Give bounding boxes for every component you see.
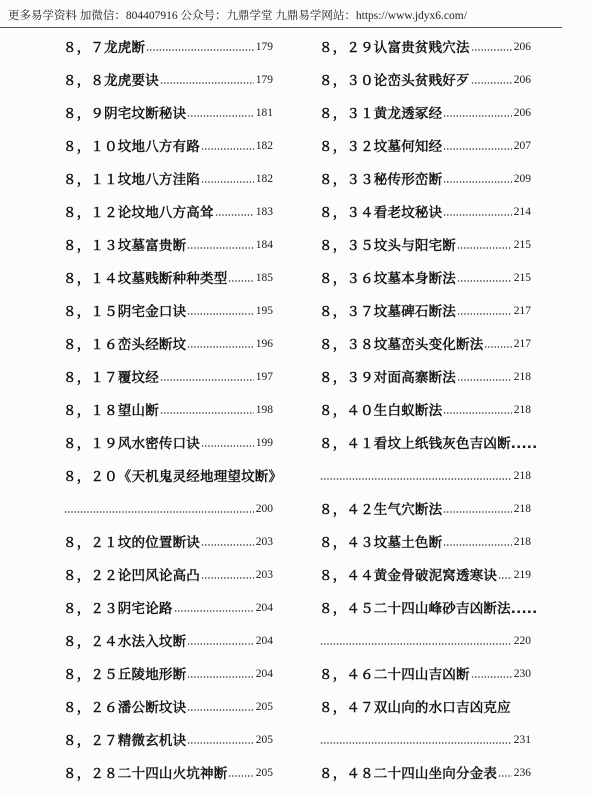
toc-entry-title: ８，４３坟墓土色断	[319, 534, 443, 551]
toc-entry-title: ８，９阴宅坟断秘诀	[63, 105, 187, 122]
toc-entry-continuation	[319, 623, 531, 656]
toc-column-left	[63, 29, 283, 788]
toc-entry	[319, 227, 531, 260]
toc-entry	[63, 689, 273, 722]
toc-entry-title: ８，１７覆坟经	[63, 369, 159, 386]
toc-entry-page-number: 204	[255, 634, 273, 647]
toc-entry-page-number: 209	[513, 172, 531, 185]
toc-entry-title: ８，４０生白蚁断法	[319, 402, 443, 419]
toc-entry-page-number: 217	[513, 337, 531, 350]
dot-leader	[187, 675, 253, 679]
toc-entry-page-number: 199	[255, 436, 273, 449]
toc-entry	[319, 392, 531, 425]
toc-entry-title: ８，２４水法入坟断	[63, 633, 187, 650]
toc-entry-title: ８，１３坟墓富贵断	[63, 237, 187, 254]
toc-entry-page-number: 203	[255, 535, 273, 548]
dot-leader	[187, 345, 253, 349]
toc-entry-page-number: 218	[513, 502, 531, 515]
toc-entry-title: ８，３６坟墓本身断法	[319, 270, 456, 287]
dot-leader	[443, 510, 511, 514]
toc-entry-page-number: 217	[513, 304, 531, 317]
toc-entry	[319, 689, 531, 722]
toc-entry	[63, 656, 273, 689]
toc-entry-page-number: 179	[255, 73, 273, 86]
toc-entry-page-number: 204	[255, 601, 273, 614]
toc-entry-page-number: 206	[513, 106, 531, 119]
toc-entry-title: ８，４５二十四山峰砂吉凶断法.....	[319, 600, 538, 617]
dot-leader	[484, 345, 511, 349]
toc-entry	[319, 29, 531, 62]
toc-entry-title: ８，７龙虎断	[63, 39, 146, 56]
toc-entry	[319, 590, 538, 623]
dot-leader	[457, 312, 512, 316]
dot-leader	[187, 114, 253, 118]
toc-entry	[319, 194, 531, 227]
toc-entry-title: ８，３３秘传形峦断	[319, 171, 443, 188]
dot-leader	[228, 279, 253, 283]
toc-entry	[319, 524, 531, 557]
dot-leader	[443, 114, 511, 118]
toc-entry-title: ８，１５阴宅金口诀	[63, 303, 187, 320]
dot-leader	[187, 708, 253, 712]
toc-entry-page-number: 196	[255, 337, 273, 350]
dot-leader	[320, 741, 512, 745]
toc-entry-title: ８，４４黄金骨破泥窝透寒诀	[319, 567, 498, 584]
toc-entry-title: ８，２０《天机鬼灵经地理望坟断》	[63, 468, 283, 485]
dot-leader	[471, 675, 512, 679]
toc-entry	[319, 755, 531, 788]
toc-entry-page-number: 197	[255, 370, 273, 383]
toc-entry	[63, 458, 283, 491]
toc-entry-title: ８，３１黄龙透冢经	[319, 105, 443, 122]
dot-leader	[64, 510, 254, 514]
toc-entry-continuation	[63, 491, 273, 524]
toc-entry	[63, 293, 273, 326]
toc-entry-title: ８，１４坟墓贱断种种类型	[63, 270, 228, 287]
dot-leader	[187, 642, 253, 646]
toc-entry	[319, 260, 531, 293]
toc-entry-title: ８，２５丘陵地形断	[63, 666, 187, 683]
toc-entry-title: ８，４８二十四山坐向分金表	[319, 765, 498, 782]
dot-leader	[320, 642, 512, 646]
toc-entry-page-number: 236	[513, 766, 531, 779]
toc-entry	[319, 425, 538, 458]
toc-entry	[63, 62, 273, 95]
toc-entry-title: ８，２６潘公断坟诀	[63, 699, 187, 716]
toc-entry	[63, 590, 273, 623]
toc-column-right	[319, 29, 538, 788]
toc-entry-page-number: 185	[255, 271, 273, 284]
dot-leader	[471, 81, 512, 85]
dot-leader	[443, 543, 511, 547]
toc-entry-page-number: 182	[255, 172, 273, 185]
dot-leader	[498, 774, 512, 778]
toc-entry-page-number: 231	[513, 733, 531, 746]
toc-entry	[63, 392, 273, 425]
dot-leader	[187, 312, 253, 316]
toc-entry	[319, 128, 531, 161]
toc-entry-title: ８，１０坟地八方有路	[63, 138, 200, 155]
toc-entry-page-number: 230	[513, 667, 531, 680]
toc-entry	[63, 722, 273, 755]
dot-leader	[320, 477, 512, 481]
toc-entry-page-number: 215	[513, 238, 531, 251]
toc-entry-title: ８，３８坟墓峦头变化断法	[319, 336, 484, 353]
dot-leader	[215, 213, 254, 217]
toc-entry-title: ８，１１坟地八方洼陷	[63, 171, 200, 188]
toc-entry-title: ８，１２论坟地八方高耸	[63, 204, 214, 221]
toc-entry-page-number: 215	[513, 271, 531, 284]
dot-leader	[187, 246, 253, 250]
dot-leader	[443, 213, 511, 217]
toc-entry-page-number: 182	[255, 139, 273, 152]
toc-entry-title: ８，１６峦头经断坟	[63, 336, 187, 353]
toc-entry-title: ８，２１坟的位置断诀	[63, 534, 200, 551]
toc-entry-title: ８，３４看老坟秘诀	[319, 204, 443, 221]
toc-entry-title: ８，４１看坟上纸钱灰色吉凶断.....	[319, 435, 538, 452]
toc-entry	[63, 161, 273, 194]
dot-leader	[457, 279, 512, 283]
toc-entry-continuation	[319, 458, 531, 491]
toc-entry	[63, 524, 273, 557]
dot-leader	[443, 147, 511, 151]
toc-entry	[63, 623, 273, 656]
toc-entry-page-number: 218	[513, 469, 531, 482]
toc-entry-page-number: 219	[513, 568, 531, 581]
dot-leader	[174, 609, 254, 613]
toc-entry	[63, 326, 273, 359]
toc-entry-page-number: 181	[255, 106, 273, 119]
dot-leader	[201, 180, 254, 184]
toc-entry-page-number: 200	[255, 502, 273, 515]
toc-entry	[319, 95, 531, 128]
dot-leader	[201, 444, 254, 448]
toc-entry-page-number: 204	[255, 667, 273, 680]
toc-entry-page-number: 220	[513, 634, 531, 647]
toc-entry-title: ８，３５坟头与阳宅断	[319, 237, 456, 254]
toc-entry-page-number: 214	[513, 205, 531, 218]
dot-leader	[228, 774, 253, 778]
dot-leader	[201, 543, 254, 547]
toc-entry-title: ８，３０论峦头贫贱好歹	[319, 72, 470, 89]
toc-entry-page-number: 203	[255, 568, 273, 581]
toc-entry-page-number: 218	[513, 535, 531, 548]
dot-leader	[471, 48, 512, 52]
toc-entry	[63, 557, 273, 590]
dot-leader	[498, 576, 512, 580]
toc-entry-title: ８，１９风水密传口诀	[63, 435, 200, 452]
toc-entry	[319, 491, 531, 524]
toc-entry-page-number: 206	[513, 73, 531, 86]
toc-entry-page-number: 205	[255, 766, 273, 779]
toc-entry	[63, 29, 273, 62]
page-header-text: 更多易学资料 加微信：804407916 公众号：九鼎学堂 九鼎易学网站：https://www.jdyx6.com/	[8, 10, 467, 22]
toc-entry-title: ８，４６二十四山吉凶断	[319, 666, 470, 683]
toc-entry-title: ８，１８望山断	[63, 402, 159, 419]
toc-entry-title: ８，２７精微玄机诀	[63, 732, 187, 749]
toc-entry	[63, 359, 273, 392]
toc-entry-page-number: 218	[513, 403, 531, 416]
toc-entry-page-number: 195	[255, 304, 273, 317]
toc-entry-page-number: 179	[255, 40, 273, 53]
toc-entry-title: ８，３７坟墓碑石断法	[319, 303, 456, 320]
toc-entry-title: ８，４７双山向的水口吉凶克应	[319, 699, 511, 716]
dot-leader	[187, 741, 253, 745]
dot-leader	[160, 411, 254, 415]
toc-entry-title: ８，２３阴宅论路	[63, 600, 173, 617]
toc-entry-page-number: 184	[255, 238, 273, 251]
toc-entry	[63, 128, 273, 161]
toc-entry-page-number: 205	[255, 733, 273, 746]
toc-entry-page-number: 206	[513, 40, 531, 53]
dot-leader	[443, 180, 511, 184]
toc-entry	[63, 194, 273, 227]
toc-entry	[319, 62, 531, 95]
toc-entry	[319, 161, 531, 194]
toc-entry-title: ８，２８二十四山火坑神断	[63, 765, 228, 782]
dot-leader	[201, 147, 254, 151]
dot-leader	[443, 411, 511, 415]
toc-entry-title: ８，２９认富贵贫贱穴法	[319, 39, 470, 56]
dot-leader	[201, 576, 254, 580]
toc-entry-title: ８，８龙虎要诀	[63, 72, 159, 89]
toc-entry-continuation	[319, 722, 531, 755]
dot-leader	[160, 81, 254, 85]
toc-entry	[63, 425, 273, 458]
dot-leader	[146, 48, 254, 52]
dot-leader	[160, 378, 254, 382]
toc-entry-title: ８，２２论凹风论高凸	[63, 567, 200, 584]
toc-entry-title: ８，３２坟墓何知经	[319, 138, 443, 155]
toc-entry	[319, 293, 531, 326]
dot-leader	[457, 378, 512, 382]
toc-entry	[63, 755, 273, 788]
dot-leader	[457, 246, 512, 250]
toc-entry	[63, 95, 273, 128]
header-underline	[0, 27, 562, 28]
toc-entry-title: ８，３９对面高寨断法	[319, 369, 456, 386]
toc-entry	[319, 326, 531, 359]
toc-entry	[63, 227, 273, 260]
toc-entry-page-number: 205	[255, 700, 273, 713]
toc-entry-page-number: 198	[255, 403, 273, 416]
toc-entry	[319, 656, 531, 689]
toc-entry	[319, 359, 531, 392]
toc-entry	[63, 260, 273, 293]
toc-entry	[319, 557, 531, 590]
toc-entry-page-number: 218	[513, 370, 531, 383]
toc-entry-page-number: 207	[513, 139, 531, 152]
toc-entry-title: ８，４２生气穴断法	[319, 501, 443, 518]
toc-entry-page-number: 183	[255, 205, 273, 218]
